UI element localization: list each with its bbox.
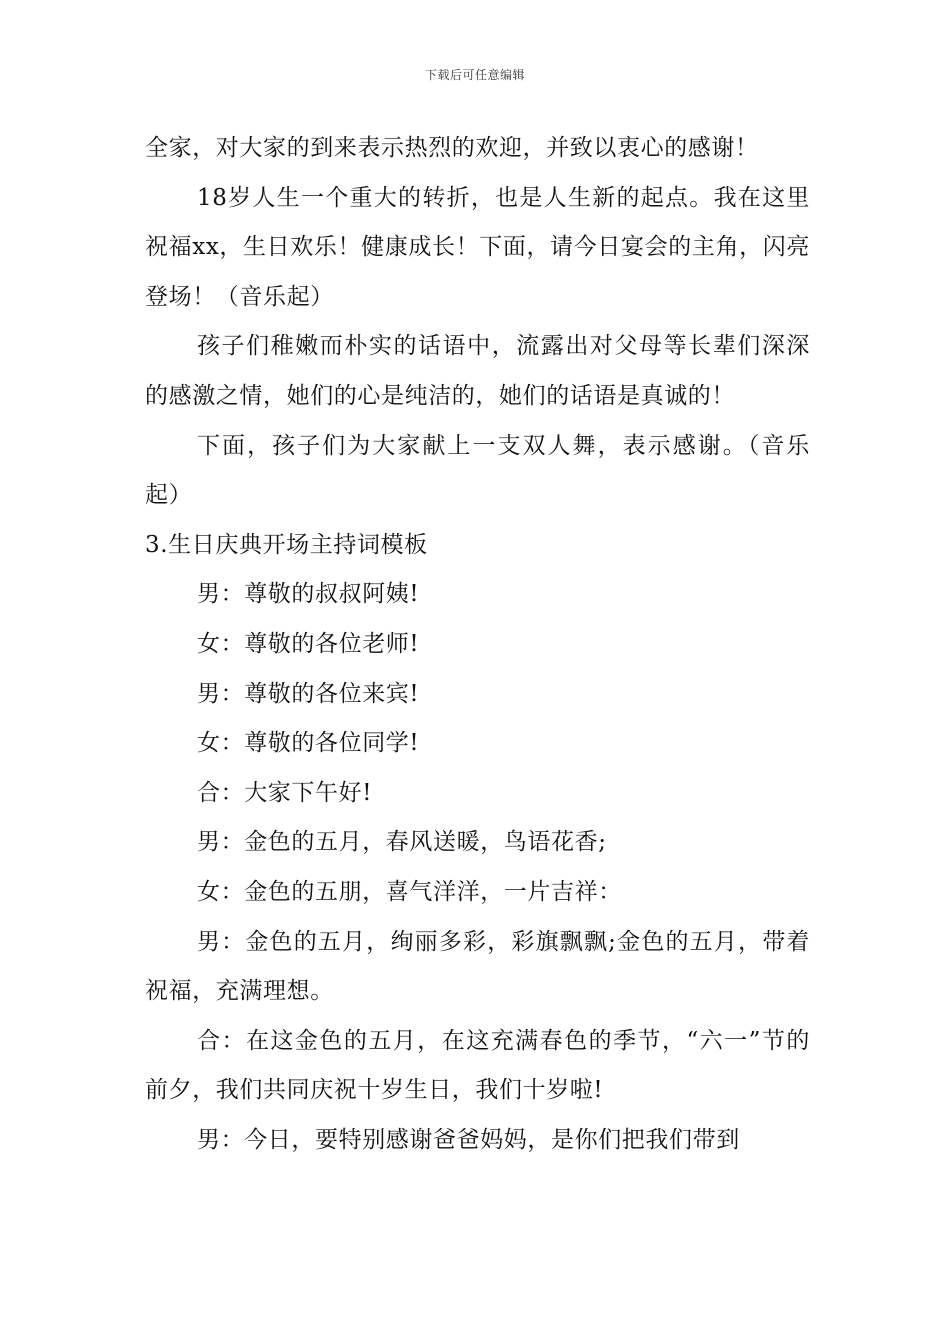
- page-header-note: 下载后可任意编辑: [424, 68, 525, 82]
- dialogue-line: 女：尊敬的各位老师!: [197, 630, 420, 657]
- dialogue-line: 男：金色的五月，绚丽多彩，彩旗飘飘;金色的五月，带着祝福，充满理想。: [145, 928, 810, 1005]
- dialogue-line: 男：今日，要特别感谢爸爸妈妈，是你们把我们带到: [197, 1126, 740, 1153]
- dialogue-line: 合：在这金色的五月，在这充满春色的季节，“六一”节的前夕，我们共同庆祝十岁生日，我们十岁啦!: [145, 1027, 810, 1104]
- section-heading: 3.生日庆典开场主持词模板: [145, 531, 428, 558]
- dialogue-line: 合：大家下午好!: [197, 779, 373, 806]
- paragraph: 全家，对大家的到来表示热烈的欢迎，并致以衷心的感谢！: [145, 135, 759, 161]
- paragraph: 18岁人生一个重大的转折，也是人生新的起点。我在这里祝福xx，生日欢乐！健康成长！下面，请今日宴会的主角，闪亮登场！（音乐起）: [145, 184, 810, 310]
- document-body: [145, 124, 810, 1165]
- dialogue-line: 男：金色的五月，春风送暖，鸟语花香;: [197, 829, 607, 856]
- dialogue-line: 男：尊敬的各位来宾!: [197, 680, 420, 707]
- paragraph: 下面，孩子们为大家献上一支双人舞，表示感谢。（音乐起）: [145, 432, 810, 509]
- dialogue-line: 女：金色的五朋，喜气洋洋，一片吉祥：: [197, 878, 622, 905]
- paragraph: 孩子们稚嫩而朴实的话语中，流露出对父母等长辈们深深的感激之情，她们的心是纯洁的，她们的话语是真诚的！: [145, 333, 810, 409]
- dialogue-line: 女：尊敬的各位同学!: [197, 730, 420, 757]
- dialogue-line: 男：尊敬的叔叔阿姨!: [197, 581, 420, 608]
